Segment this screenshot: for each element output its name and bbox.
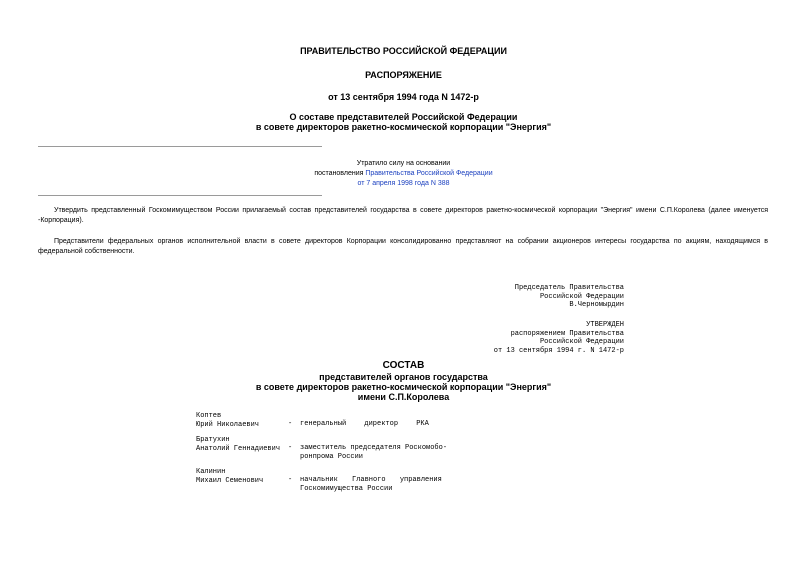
document-title-line2: в совете директоров ракетно-космической корпорации "Энергия" [255,122,552,132]
bottom-divider [38,195,322,196]
approval-line2: распоряжением Правительства [510,329,624,338]
member-position-line1: заместитель председателя Роскомобо- [300,444,448,452]
member-surname: Коптев [196,412,222,420]
member-entry-3 [196,468,442,511]
member-given-name: Михаил Семенович [196,476,264,485]
approval-line3: Российской Федерации [539,338,624,346]
document-date-number: от 13 сентября 1994 года N 1472-р [328,92,479,102]
signature-block [430,284,624,310]
member-surname: Братухин [196,436,230,444]
validity-note-line1: Утратило силу на основании [356,160,451,167]
approval-line1: УТВЕРЖДЕН [586,321,624,329]
body-paragraph-2: Представители федеральных органов исполнительной власти в совете директоров Корпорации консолидированно представляют на собрании акционеров интересы государства по акциям, находящимся в федеральной собственности. [38,238,768,255]
validity-note-line3 [0,179,807,189]
composition-line3: в совете директоров ракетно-космической корпорации "Энергия" [255,382,552,392]
member-position-line2: Госкомимущества России [300,484,393,493]
validity-note-line2 [0,169,807,179]
signature-line2: Российской Федерации [539,292,624,301]
approval-block [430,321,624,355]
member-dash: - [288,420,293,428]
member-position-line2: ронпрома России [300,452,364,461]
member-given-name: Юрий Николаевич [196,420,260,429]
member-dash: - [288,476,293,484]
member-dash: - [288,444,293,452]
signature-line3: В.Черномырдин [569,301,624,309]
member-surname: Калинин [196,468,226,476]
approval-line4: от 13 сентября 1994 г. N 1472-р [493,346,624,355]
government-name: ПРАВИТЕЛЬСТВО РОССИЙСКОЙ ФЕДЕРАЦИИ [300,46,507,56]
composition-line2: представителей органов государства [319,372,488,382]
composition-line4: имени С.П.Королева [357,392,450,402]
member-given-name: Анатолий Геннадиевич [196,444,281,453]
government-decree-link[interactable]: Правительства Российской Федерации [365,170,493,177]
body-paragraph-1: Утвердить представленный Госкомимуществом России прилагаемый состав представителей государства в совете директоров ракетно-космической корпорации "Энергия" имени С.П.Королева (далее именуется -Корпорация). [38,207,768,224]
decree-date-link[interactable]: от 7 апреля 1998 года N 388 [357,180,450,187]
top-divider [38,146,322,147]
member-position-line1: начальник Главного управления [300,476,442,484]
validity-note-prefix: постановления [314,170,366,177]
document-title-line1: О составе представителей Российской Федерации [289,112,518,122]
document-type: РАСПОРЯЖЕНИЕ [365,70,442,80]
signature-line1: Председатель Правительства [514,284,624,292]
composition-title: СОСТАВ [382,360,425,371]
member-position-line1: генеральный директор РКА [300,420,429,428]
